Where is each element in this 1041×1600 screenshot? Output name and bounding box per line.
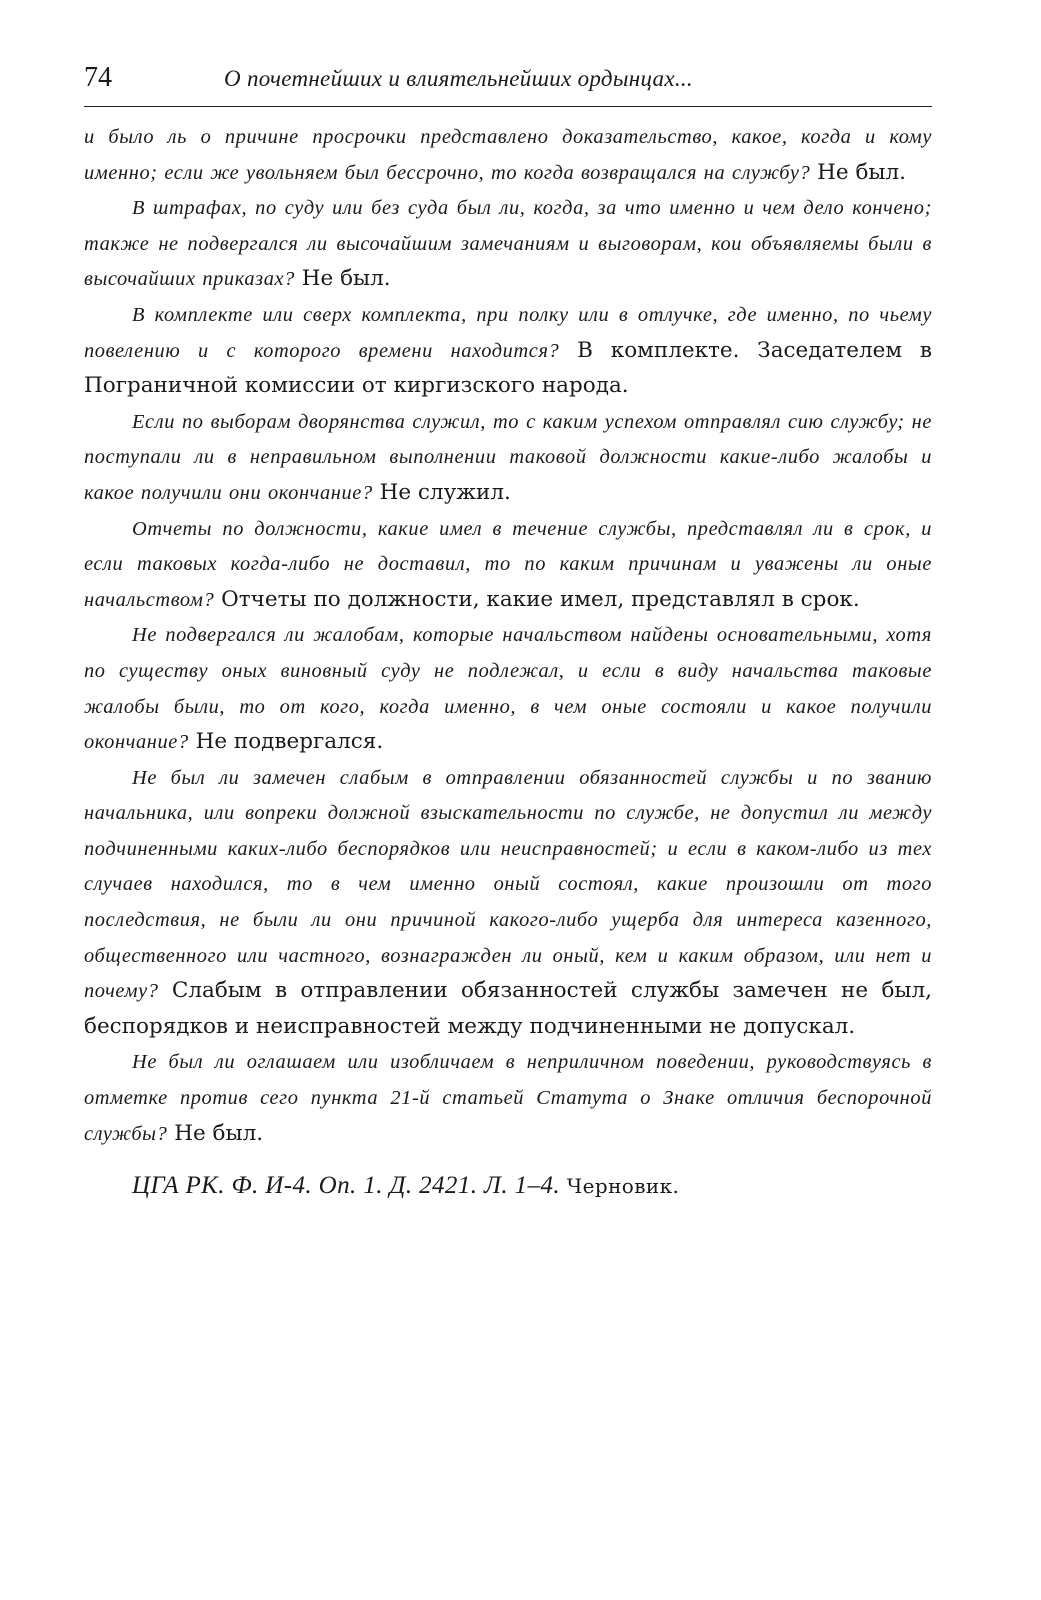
paragraph-5 [84, 511, 932, 618]
paragraph-8 [84, 1044, 932, 1151]
question-text: В комплекте или сверх комплекта, при полку или в отлучке, где именно, по чьему повелению и с которого времени находится? [84, 303, 932, 362]
answer-text: В комплекте. Заседателем в Пограничной комиссии от киргизского народа. [84, 337, 932, 399]
draft-note: Черновик. [560, 1174, 680, 1199]
running-header [84, 62, 932, 107]
answer-text: Отчеты по должности, какие имел, представлял в срок. [214, 586, 860, 612]
question-text: Не был ли замечен слабым в отправлении обязанностей службы и по званию начальника, или вопреки должной взыскательности по службе, не допустил ли между подчиненными каких-либо беспорядков или неисправностей; и если в каком-либо из тех случаев находился, то в чем именно оный состоял, какие произошли от того последствия, не были ли они причиной какого-либо ущерба для интереса казенного, общественного или частного, вознагражден ли оный, кем и каким образом, или нет и почему? [84, 766, 932, 1003]
document-page [84, 62, 932, 1203]
paragraph-6 [84, 617, 932, 759]
answer-text: Не был. [167, 1120, 264, 1146]
archive-source-citation [132, 1169, 932, 1203]
archive-reference: ЦГА РК. Ф. И-4. Оп. 1. Д. 2421. Л. 1–4. [132, 1172, 561, 1200]
page-number: 74 [84, 62, 112, 93]
answer-text: Слабым в отправлении обязанностей службы замечен не был, беспорядков и неисправностей между подчиненными не допускал. [84, 978, 932, 1039]
paragraph-1 [84, 119, 932, 190]
question-text: В штрафах, по суду или без суда был ли, когда, за что именно и чем дело кончено; также не подвергался ли высочайшим замечаниям и выговорам, кои объявляемы были в высочайших приказах? [84, 197, 932, 291]
paragraph-7 [84, 760, 932, 1045]
answer-text: Не подвергался. [188, 729, 384, 755]
question-text: Не был ли оглашаем или изобличаем в неприличном поведении, руководствуясь в отметке против сего пункта 21-й статьей Статута о Знаке отличия беспорочной службы? [84, 1051, 932, 1145]
question-text: Не подвергался ли жалобам, которые начальством найдены основательными, хотя по существу оных виновный суду не подлежал, и если в виду начальства таковые жалобы были, то от кого, когда именно, в чем оные состояли и какое получили окончание? [84, 624, 932, 754]
question-text: и было ль о причине просрочки представлено доказательство, какое, когда и кому именно; если же увольняем был бессрочно, то когда возвращался на службу? [84, 126, 932, 184]
answer-text: Не был. [294, 266, 391, 292]
paragraph-4 [84, 404, 932, 511]
answer-text: Не был. [810, 159, 907, 185]
paragraph-3 [84, 297, 932, 404]
question-text: Если по выборам дворянства служил, то с каким успехом отправлял сию службу; не поступали ли в неправильном выполнении таковой должности какие-либо жалобы и какое получили они окончание? [84, 410, 932, 504]
running-title: О почетнейших и влиятельнейших ордынцах... [224, 66, 693, 91]
answer-text: Не служил. [372, 479, 511, 505]
paragraph-2 [84, 190, 932, 297]
question-text: Отчеты по должности, какие имел в течение службы, представлял ли в срок, и если таковых когда-либо не доставил, то по каким причинам и уважены ли оные начальством? [84, 517, 932, 611]
